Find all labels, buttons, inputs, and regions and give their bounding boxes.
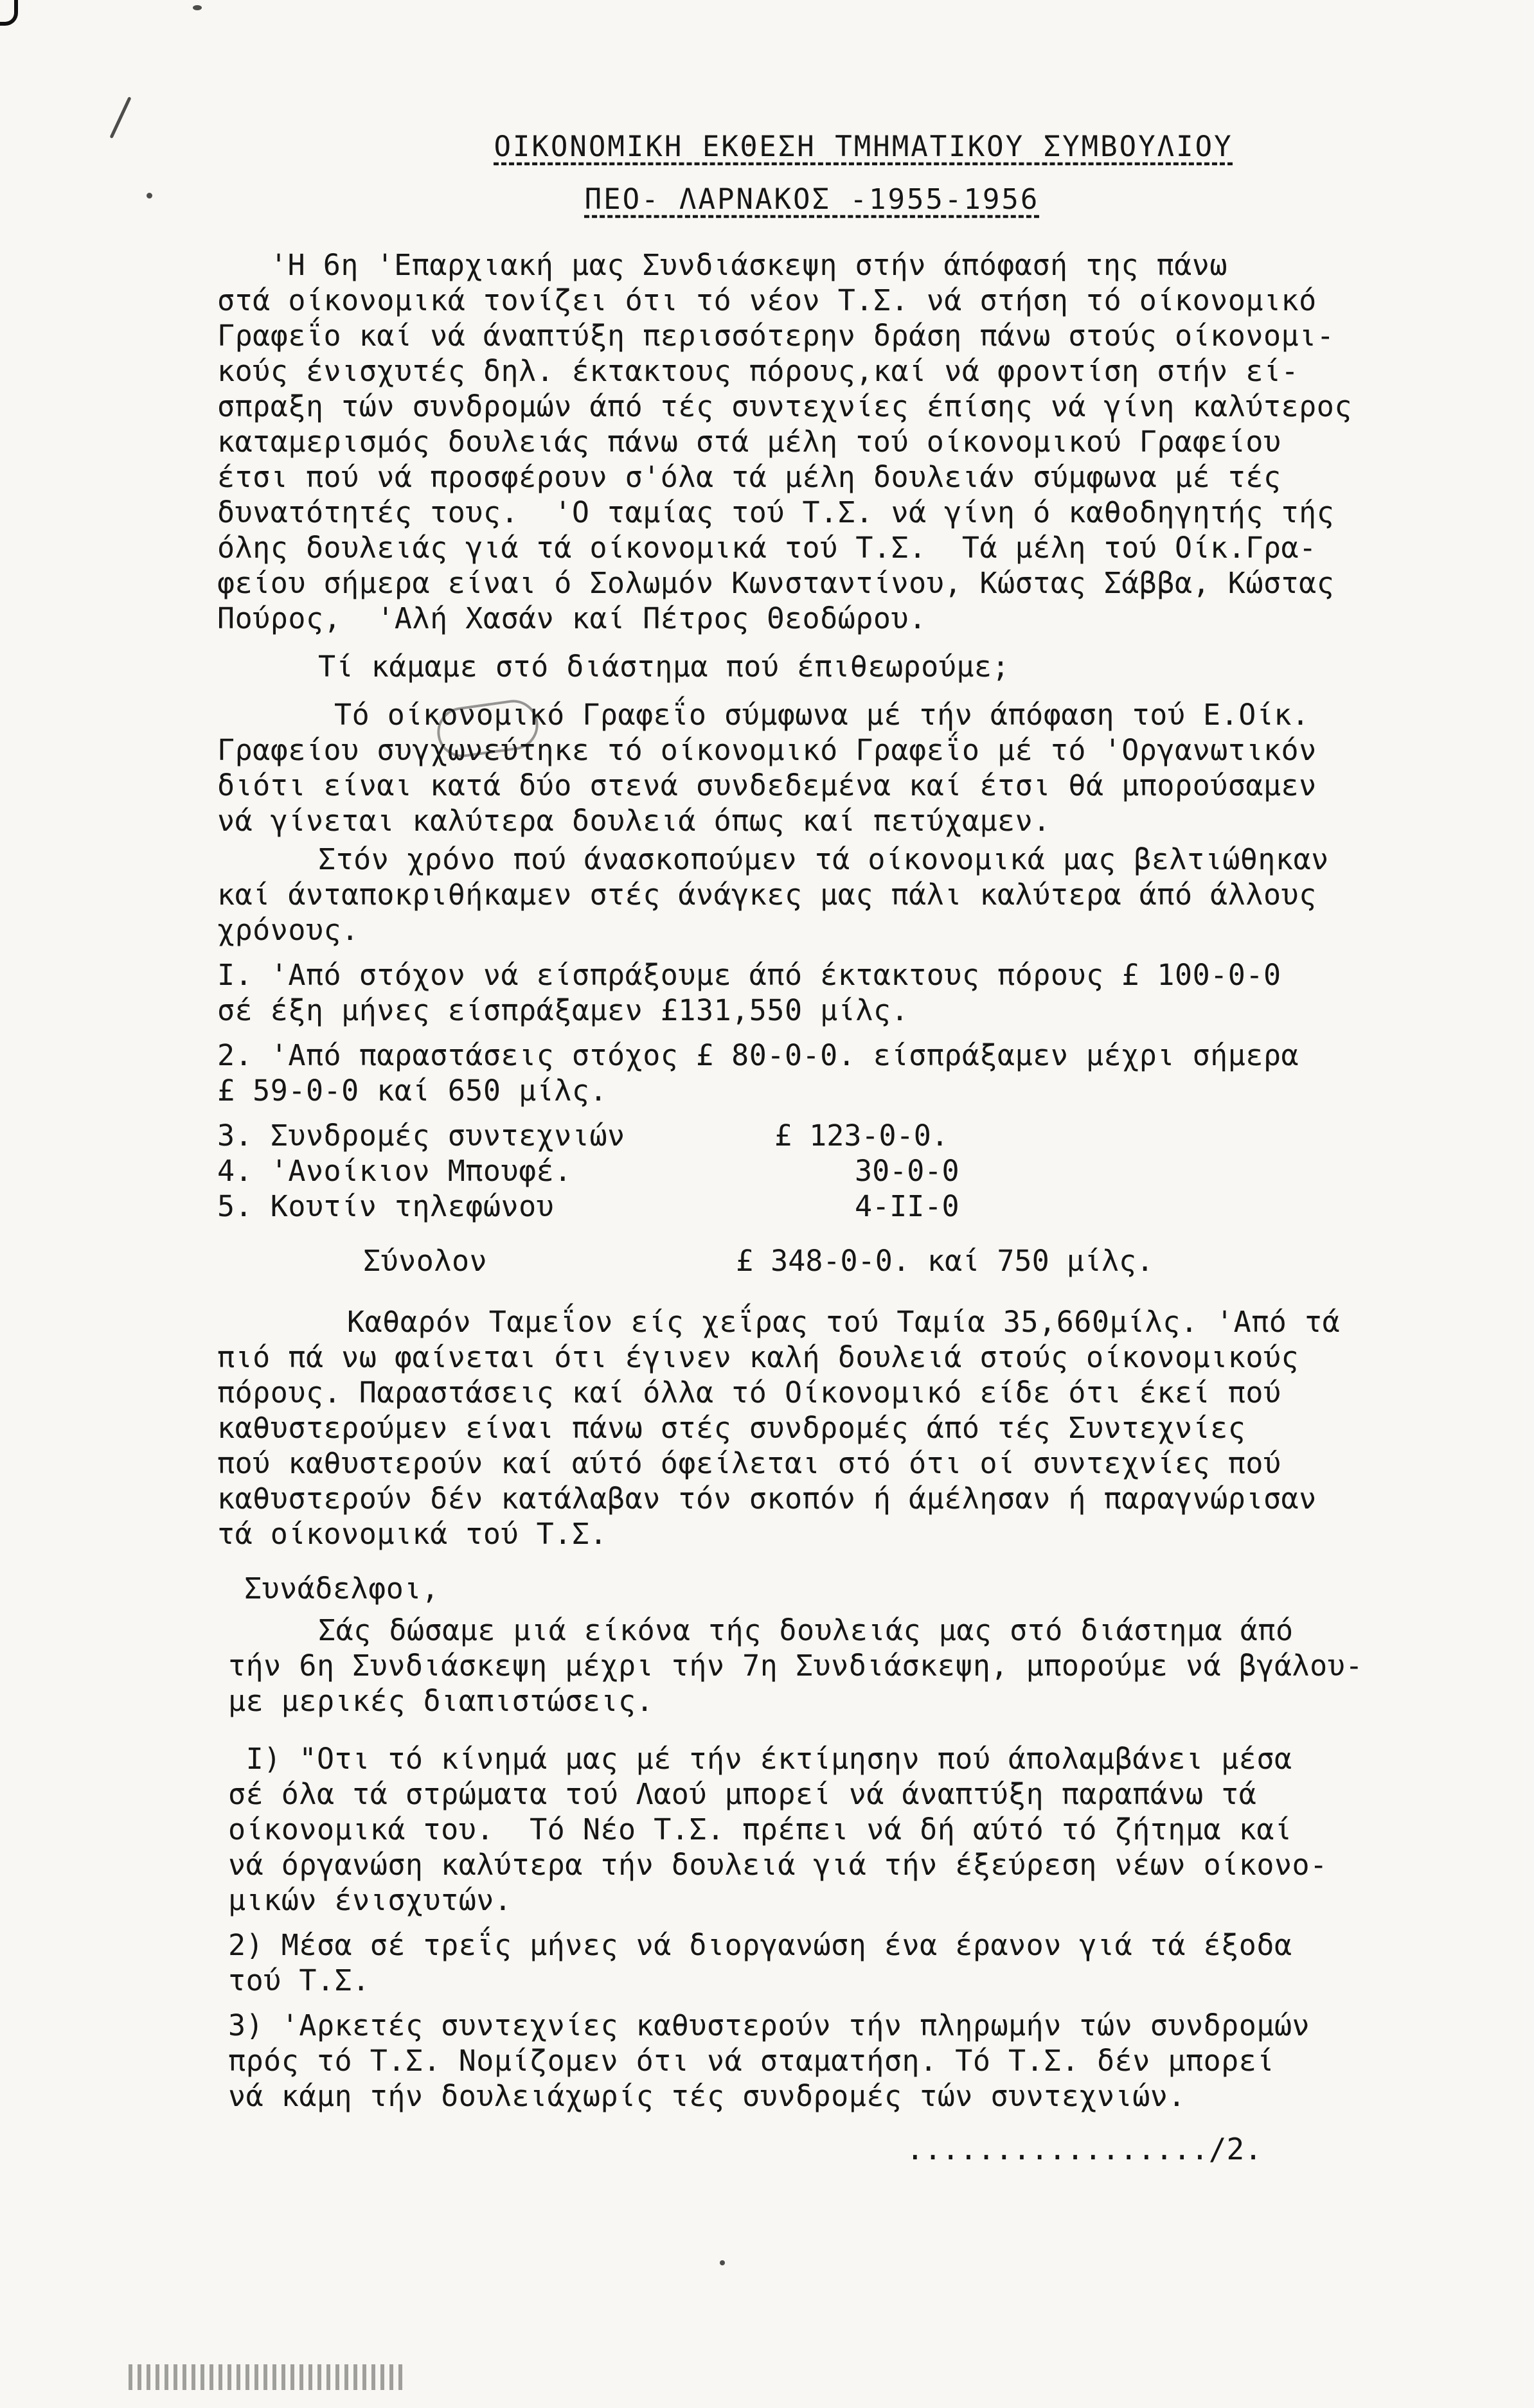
text-line: Καθαρόν Ταμεΐον είς χεΐρας τού Ταμία 35,660μίλς. 'Από τά	[347, 1305, 1341, 1339]
income-item-amount: 30-0-0	[855, 1154, 959, 1188]
text-line: όλης δουλειάς γιά τά οίκονομικά τού Τ.Σ. Τά μέλη τού Οίκ.Γρα-	[217, 531, 1317, 565]
ink-speck	[193, 5, 202, 10]
text-line: σέ όλα τά στρώματα τού Λαού μπορεί νά άναπτύξη παραπάνω τά	[228, 1777, 1257, 1811]
income-item-label: 5. Κουτίν τηλεφώνου	[217, 1189, 555, 1223]
income-item-1-result: σέ έξη μήνες είσπράξαμεν £131,550 μίλς.	[217, 993, 909, 1027]
text-line: δυνατότητές τους. 'Ο ταμίας τού Τ.Σ. νά γίνη ό καθοδηγητής τής	[217, 495, 1335, 529]
total-amount: £ 348-0-0. καί 750 μίλς.	[736, 1244, 1154, 1278]
income-item-amount: 4-ΙΙ-0	[855, 1189, 959, 1223]
income-item-amount: £ 123-0-0.	[774, 1119, 949, 1153]
text-line: νά κάμη τήν δουλειάχωρίς τές συνδρομές τών συντεχνιών.	[228, 2079, 1186, 2113]
income-item-2: 2. 'Από παραστάσεις στόχος £ 80-0-0. είσπράξαμεν μέχρι σήμερα	[217, 1038, 1299, 1072]
text-line: οίκονομικά του. Τό Νέο Τ.Σ. πρέπει νά δή αύτό τό ζήτημα καί	[228, 1812, 1292, 1846]
text-line: Στόν χρόνο πού άνασκοπούμεν τά οίκονομικά μας βελτιώθηκαν	[318, 842, 1329, 876]
text-line: πού καθυστερούν καί αύτό όφείλεται στό ότι οί συντεχνίες πού	[217, 1446, 1281, 1480]
total-label: Σύνολον	[363, 1244, 488, 1278]
page-continuation: ................./2.	[906, 2132, 1262, 2166]
text-line: με μερικές διαπιστώσεις.	[228, 1684, 654, 1718]
text-line: τού Τ.Σ.	[228, 1963, 370, 1997]
salutation: Συνάδελφοι,	[244, 1571, 440, 1606]
text-line: Τό οίκονομικό Γραφεΐο σύμφωνα μέ τήν άπόφαση τού Ε.Οίκ.	[334, 698, 1310, 732]
ink-speck	[720, 2260, 725, 2265]
text-line: Γραφείου συγχωνεύτηκε τό οίκονομικό Γραφεΐο μέ τό 'Οργανωτικόν	[217, 733, 1317, 767]
section-question: Τί κάμαμε στό διάστημα πού έπιθεωρούμε;	[318, 650, 1010, 684]
income-item-label: 4. 'Ανοίκιον Μπουφέ.	[217, 1154, 572, 1188]
income-item-label: 3. Συνδρομές συντεχνιών	[217, 1119, 625, 1153]
text-line: διότι είναι κατά δύο στενά συνδεδεμένα καί έτσι θά μπορούσαμεν	[217, 768, 1317, 802]
corner-mark	[0, 0, 18, 26]
text-line: πόρους. Παραστάσεις καί όλλα τό Οίκονομικό είδε ότι έκεί πού	[217, 1376, 1281, 1410]
income-item-2-result: £ 59-0-0 καί 650 μίλς.	[217, 1074, 608, 1108]
text-line: νά γίνεται καλύτερα δουλειά όπως καί πετύχαμεν.	[217, 804, 1051, 838]
text-line: καταμερισμός δουλειάς πάνω στά μέλη τού οίκονομικού Γραφείου	[217, 425, 1281, 459]
text-line: μικών ένισχυτών.	[228, 1883, 512, 1917]
conclusion-1: Ι) "Οτι τό κίνημά μας μέ τήν έκτίμησην πού άπολαμβάνει μέσα	[228, 1742, 1292, 1776]
document-subtitle: ΠΕΟ- ΛΑΡΝΑΚΟΣ -1955-1956	[584, 183, 1040, 216]
text-line: καί άνταποκριθήκαμεν στές άνάγκες μας πάλι καλύτερα άπό άλλους	[217, 878, 1317, 912]
text-line: τήν 6η Συνδιάσκεψη μέχρι τήν 7η Συνδιάσκεψη, μπορούμε νά βγάλου-	[228, 1649, 1363, 1683]
conclusion-2: 2) Μέσα σέ τρεΐς μήνες νά διοργανώση ένα έρανον γιά τά έξοδα	[228, 1928, 1292, 1962]
text-line: Σάς δώσαμε μιά είκόνα τής δουλειάς μας στό διάστημα άπό	[318, 1613, 1294, 1647]
text-line: καθυστερούν δέν κατάλαβαν τόν σκοπόν ή άμέλησαν ή παραγνώρισαν	[217, 1482, 1317, 1516]
document-title: ΟΙΚΟΝΟΜΙΚΗ ΕΚΘΕΣΗ ΤΜΗΜΑΤΙΚΟΥ ΣΥΜΒΟΥΛΙΟΥ	[494, 130, 1233, 163]
text-line: καθυστερούμεν είναι πάνω στές συνδρομές άπό τές Συντεχνίες	[217, 1411, 1246, 1445]
text-line: Πούρος, 'Αλή Χασάν καί Πέτρος Θεοδώρου.	[217, 601, 927, 635]
text-line: σπραξη τών συνδρομών άπό τές συντεχνίες έπίσης νά γίνη καλύτερος	[217, 389, 1352, 423]
income-item-1: Ι. 'Από στόχον νά είσπράξουμε άπό έκτακτους πόρους £ 100-0-0	[217, 958, 1281, 992]
text-line: Γραφεΐο καί νά άναπτύξη περισσότερην δράση πάνω στούς οίκονομι-	[217, 319, 1335, 353]
text-line: πρός τό Τ.Σ. Νομίζομεν ότι νά σταματήση. Τό Τ.Σ. δέν μπορεί	[228, 2044, 1274, 2078]
text-line: νά όργανώση καλύτερα τήν δουλειά γιά τήν έξεύρεση νέων οίκονο-	[228, 1848, 1328, 1882]
text-line: χρόνους.	[217, 913, 359, 947]
text-line: τά οίκονομικά τού Τ.Σ.	[217, 1517, 608, 1551]
text-line: έτσι πού νά προσφέρουν σ'όλα τά μέλη δουλειάν σύμφωνα μέ τές	[217, 460, 1281, 494]
text-line: φείου σήμερα είναι ό Σολωμόν Κωνσταντίνου, Κώστας Σάββα, Κώστας	[217, 566, 1335, 600]
text-line: στά οίκονομικά τονίζει ότι τό νέον Τ.Σ. νά στήση τό οίκονομικό	[217, 283, 1317, 317]
text-line: πιό πά νω φαίνεται ότι έγινεν καλή δουλειά στούς οίκονομικούς	[217, 1340, 1299, 1374]
text-line: κούς ένισχυτές δηλ. έκτακτους πόρους,καί νά φροντίση στήν εί-	[217, 354, 1299, 388]
bottom-smudge	[129, 2364, 405, 2390]
conclusion-3: 3) 'Αρκετές συντεχνίες καθυστερούν τήν πληρωμήν τών συνδρομών	[228, 2008, 1310, 2042]
text-line: 'Η 6η 'Επαρχιακή μας Συνδιάσκεψη στήν άπόφασή της πάνω	[270, 248, 1227, 282]
